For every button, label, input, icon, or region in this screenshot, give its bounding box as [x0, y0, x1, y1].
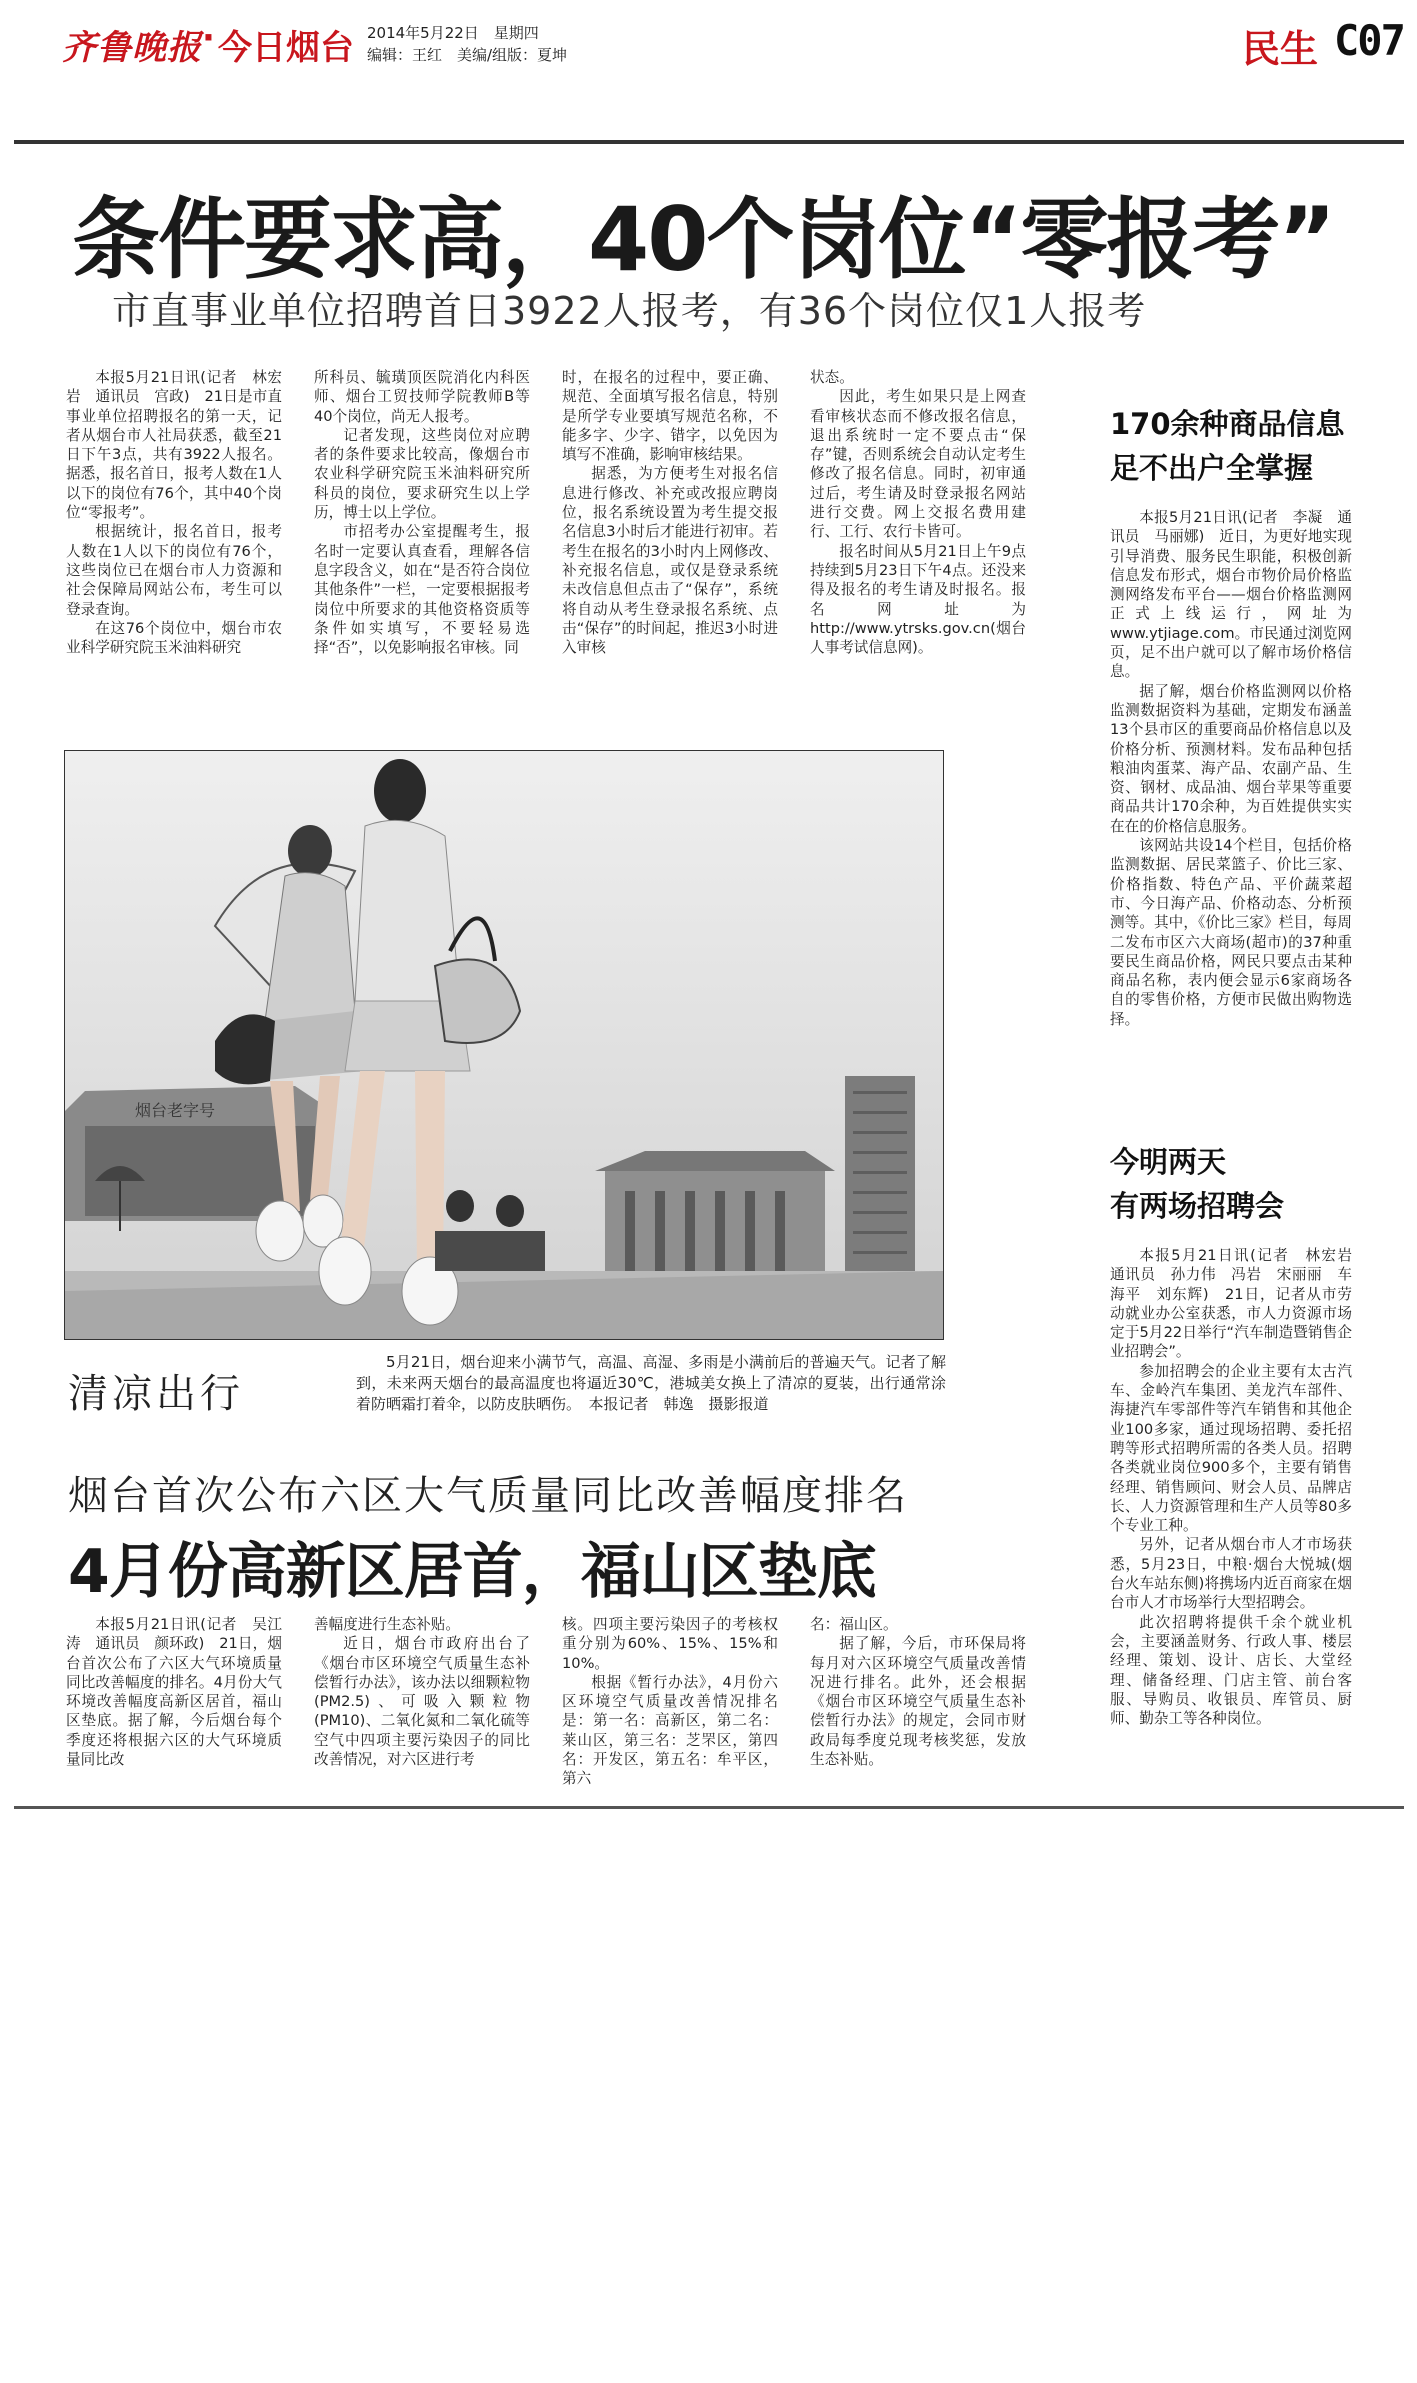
paragraph: 此次招聘将提供千余个就业机会，主要涵盖财务、行政人事、楼层经理、策划、设计、店长、大堂经理、储备经理、门店主管、前台客服、导购员、收银员、库管员、厨师、勤杂工等各种岗位。 [1110, 1613, 1352, 1728]
paragraph: 状态。 [810, 369, 854, 386]
story2-headline: 4月份高新区居首，福山区垫底 [68, 1537, 876, 1607]
masthead [62, 18, 1402, 70]
paragraph: 据悉，为方便考生对报名信息进行修改、补充或改报应聘岗位，报名系统设置为考生提交报名信息3小时后才能进行初审。若考生在报名的3小时内上网修改、补充报名信息，或仅是登录系统未改信息但点击了“保存”，系统将自动从考生登录报名系统、点击“保存”的时间起，推迟3小时进入审核 [562, 465, 778, 657]
paragraph: 另外，记者从烟台市人才市场获悉，5月23日，中粮·烟台大悦城(烟台火车站东侧)将携场内近百商家在烟台市人才市场举行大型招聘会。 [1110, 1536, 1352, 1612]
story2-column-3 [562, 1615, 778, 1789]
paragraph: 时，在报名的过程中，要正确、规范、全面填写报名信息，特别是所学专业要填写规范名称，不能多字、少字、错字，以免因为填写不准确，影响审核结果。 [562, 369, 778, 464]
section-name: 民生 [1242, 27, 1319, 71]
story2-column-4 [810, 1615, 1026, 1769]
paragraph: 核。四项主要污染因子的考核权重分别为60%、15%、15%和10%。 [562, 1616, 778, 1672]
paragraph: 据了解，烟台价格监测网以价格监测数据资料为基础，定期发布涵盖13个县市区的重要商品价格信息以及价格分析、预测材料。发布品种包括粮油肉蛋菜、海产品、农副产品、生资、钢材、成品油、烟台苹果等重要商品共计170余种，为百姓提供实实在在的价格信息服务。 [1110, 682, 1352, 835]
photo-caption: 5月21日，烟台迎来小满节气，高温、高湿、多雨是小满前后的普遍天气。记者了解到，未来两天烟台的最高温度也将逼近30℃，港城美女换上了清凉的夏装，出行通常涂着防晒霜打着伞，以防皮肤晒伤。 本报记者 韩逸 摄影报道 [356, 1353, 946, 1413]
photo-illustration [65, 751, 944, 1340]
paragraph: 报名时间从5月21日上午9点持续到5月23日下午4点。还没来得及报名的考生请及时报名。报名网址为http://www.ytrsks.gov.cn(烟台人事考试信息网)。 [810, 542, 1026, 657]
newspaper-brand: 齐鲁晚报 [62, 28, 202, 68]
photo-caption-title: 清凉出行 [68, 1371, 244, 1417]
issue-date: 2014年5月22日 星期四 [367, 24, 539, 42]
sidebar2-title-line1: 今明两天 [1110, 1145, 1227, 1179]
lead-column-3 [562, 368, 778, 657]
page-number: C07 [1334, 16, 1404, 65]
lead-column-1 [66, 368, 282, 657]
lead-headline: 条件要求高，40个岗位“零报考” [72, 188, 1335, 291]
brand-separator: · [202, 18, 215, 58]
paragraph: 名：福山区。 [810, 1616, 898, 1633]
sidebar1-title [1110, 402, 1345, 490]
story2-column-1 [66, 1615, 282, 1769]
sidebar2-body [1110, 1246, 1367, 1728]
paragraph: 参加招聘会的企业主要有太古汽车、金岭汽车集团、美龙汽车部件、海捷汽车零部件等汽车销售和其他企业100多家，通过现场招聘、委托招聘等形式招聘所需的各类人员。招聘各类就业岗位900多个，主要有销售经理、销售顾问、财会人员、品牌店长、人力资源管理和生产人员等80多个专业工种。 [1110, 1362, 1352, 1535]
paragraph: 在这76个岗位中，烟台市农业科学研究院玉米油料研究 [66, 619, 282, 657]
paragraph: 记者发现，这些岗位对应聘者的条件要求比较高，像烟台市农业科学研究院玉米油料研究所科员的岗位，要求研究生以上学历，博士以上学位。 [314, 426, 530, 522]
sidebar1-title-line1: 170余种商品信息 [1110, 407, 1345, 441]
bottom-rule [14, 1806, 1404, 1809]
paragraph: 善幅度进行生态补贴。 [314, 1616, 460, 1633]
paragraph: 近日，烟台市政府出台了《烟台市区环境空气质量生态补偿暂行办法》，该办法以细颗粒物(PM2.5)、可吸入颗粒物(PM10)、二氧化氮和二氧化硫等空气中四项主要污染因子的同比改善情况，对六区进行考 [314, 1635, 530, 1769]
paragraph: 本报5月21日讯(记者 吴江涛 通讯员 颜环政) 21日，烟台首次公布了六区大气环境质量同比改善幅度的排名。4月份大气环境改善幅度高新区居首，福山区垫底。据了解，今后烟台每个季度还将根据六区的大气环境质量同比改 [66, 1616, 282, 1769]
paragraph: 本报5月21日讯(记者 林宏岩 通讯员 宫政) 21日是市直事业单位招聘报名的第一天，记者从烟台市人社局获悉，截至21日下午3点，共有3922人报名。据悉，报名首日，报考人数在1人以下的岗位有76个，其中40个岗位“零报考”。 [66, 369, 282, 522]
masthead-rule [14, 140, 1404, 144]
news-photo [64, 750, 944, 1340]
paragraph: 因此，考生如果只是上网查看审核状态而不修改报名信息，退出系统时一定不要点击“保存”键，否则系统会自动认定考生修改了报名信息。同时，初审通过后，考生请及时登录报名网站进行交费。网上交报名费用建行、工行、农行卡皆可。 [810, 388, 1026, 541]
paragraph: 市招考办公室提醒考生，报名时一定要认真查看，理解各信息字段含义，如在“是否符合岗位其他条件”一栏，一定要根据报考岗位中所要求的其他资格资质等条件如实填写，不要轻易选择“否”，以免影响报名审核。同 [314, 523, 530, 657]
sidebar2-title [1110, 1140, 1284, 1228]
editor-credits: 编辑：王红 美编/组版：夏坤 [367, 46, 568, 64]
paragraph: 根据《暂行办法》，4月份六区环境空气质量改善情况排名是：第一名：高新区，第二名：莱山区，第三名：芝罘区，第四名：开发区，第五名：牟平区，第六 [562, 1673, 778, 1788]
lead-subhead: 市直事业单位招聘首日3922人报考，有36个岗位仅1人报考 [112, 289, 1147, 333]
edition-name: 今日烟台 [218, 28, 354, 68]
paragraph: 本报5月21日讯(记者 林宏岩 通讯员 孙力伟 冯岩 宋丽丽 车海平 刘东辉) 21日，记者从市劳动就业办公室获悉，市人力资源市场定于5月22日举行“汽车制造暨销售企业招聘会”。 [1110, 1247, 1367, 1361]
paragraph: 本报5月21日讯(记者 李凝 通讯员 马丽娜) 近日，为更好地实现引导消费、服务民生职能，积极创新信息发布形式，烟台市物价局价格监测网络发布平台——烟台价格监测网正式上线运行，网址为www.ytjiage.com。市民通过浏览网页，足不出户就可以了解市场价格信息。 [1110, 509, 1352, 681]
building-sign: 烟台老字号 [135, 1101, 216, 1120]
paragraph: 该网站共设14个栏目，包括价格监测数据、居民菜篮子、价比三家、价格指数、特色产品、平价蔬菜超市、今日海产品、价格动态、分析预测等。其中，《价比三家》栏目，每周二发布市区六大商场(超市)的37种重要民生商品价格，网民只要点击某种商品名称，表内便会显示6家商场各自的零售价格，方便市民做出购物选择。 [1110, 837, 1352, 1028]
sidebar2-title-line2: 有两场招聘会 [1110, 1189, 1285, 1223]
lead-column-4 [810, 368, 1026, 657]
story2-kicker: 烟台首次公布六区大气质量同比改善幅度排名 [68, 1473, 908, 1519]
paragraph: 所科员、毓璜顶医院消化内科医师、烟台工贸技师学院教师B等40个岗位，尚无人报考。 [314, 369, 530, 425]
sidebar1-body [1110, 508, 1352, 1029]
sidebar1-title-line2: 足不出户全掌握 [1110, 451, 1314, 485]
paragraph: 根据统计，报名首日，报考人数在1人以下的岗位有76个，这些岗位已在烟台市人力资源和社会保障局网站公布，考生可以登录查询。 [66, 523, 282, 618]
lead-column-2 [314, 368, 530, 657]
story2-column-2 [314, 1615, 530, 1769]
paragraph: 据了解，今后，市环保局将每月对六区环境空气质量改善情况进行排名。此外，还会根据《烟台市区环境空气质量生态补偿暂行办法》的规定，会同市财政局每季度兑现考核奖惩，发放生态补贴。 [810, 1635, 1026, 1769]
